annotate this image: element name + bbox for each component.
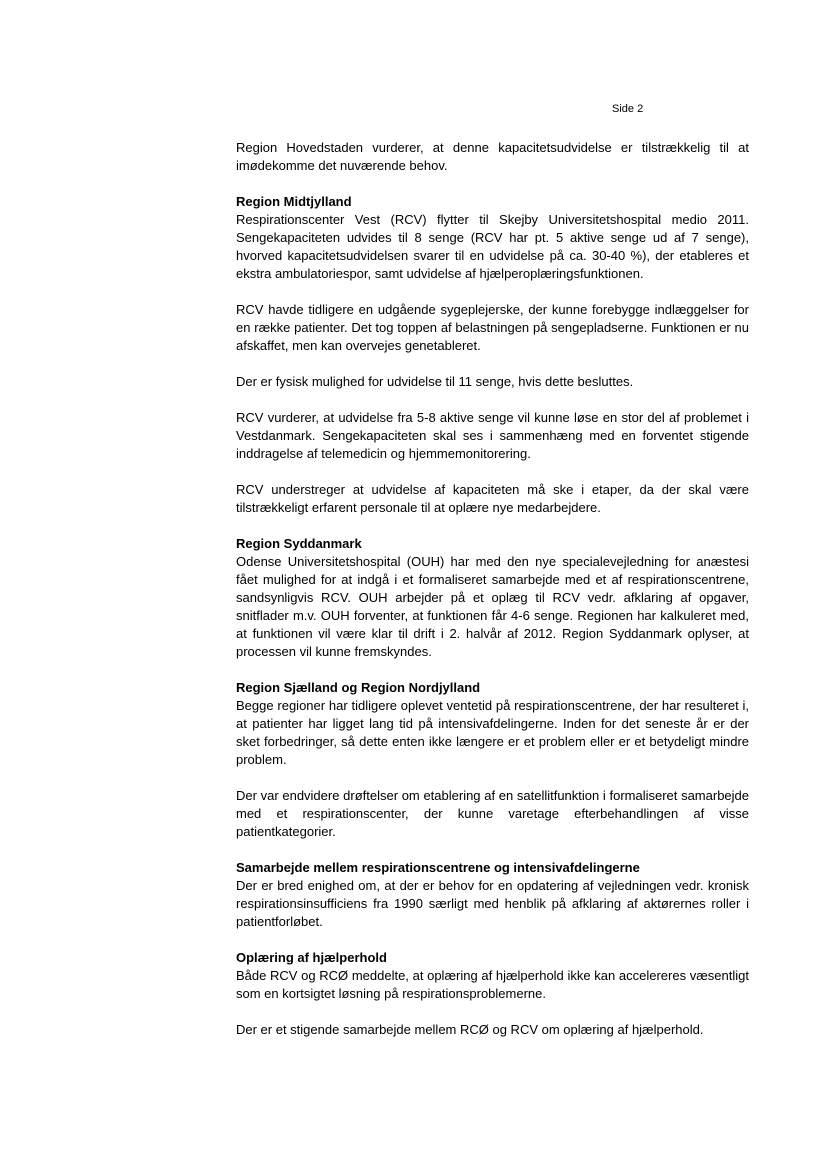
sjaelland-nordjylland-paragraph-1: Begge regioner har tidligere oplevet ventetid på respirationscentrene, der har resulteret i, at patienter har ligget lang tid på intensivafdelingerne. Inden for det seneste år er der sket forbedringer, så dette enten ikke længere er et problem eller er et betydeligt mindre problem. — [236, 698, 749, 767]
oplaering-paragraph-2: Der er et stigende samarbejde mellem RCØ og RCV om oplæring af hjælperhold. — [236, 1022, 704, 1037]
midtjylland-paragraph-5: RCV understreger at udvidelse af kapaciteten må ske i etaper, da der skal være tilstrækkeligt erfarent personale til at oplære nye medarbejdere. — [236, 482, 749, 515]
samarbejde-paragraph-1: Der er bred enighed om, at der er behov for en opdatering af vejledningen vedr. kronisk respirationsinsufficiens fra 1990 særligt med henblik på afklaring af aktørernes roller i patientforløbet. — [236, 878, 749, 929]
syddanmark-paragraph-1: Odense Universitetshospital (OUH) har med den nye specialevejledning for anæstesi fået mulighed for at indgå i et formaliseret samarbejde med et af respirationscentrene, sandsynligvis RCV. OUH arbejder på et oplæg til RCV vedr. afklaring af opgaver, snitflader m.v. OUH forventer, at funktionen får 4-6 senge. Regionen har kalkuleret med, at funktionen vil være klar til drift i 2. halvår af 2012. Region Syddanmark oplyser, at processen vil kunne fremskyndes. — [236, 554, 749, 659]
midtjylland-paragraph-2: RCV havde tidligere en udgående sygeplejerske, der kunne forebygge indlæggelser for en række patienter. Det tog toppen af belastningen på sengepladserne. Funktionen er nu afskaffet, men kan overvejes genetableret. — [236, 302, 749, 353]
midtjylland-paragraph-3: Der er fysisk mulighed for udvidelse til 11 senge, hvis dette besluttes. — [236, 374, 634, 389]
sjaelland-nordjylland-paragraph-2: Der var endvidere drøftelser om etablering af en satellitfunktion i formaliseret samarbejde med et respirationscenter, der kunne varetage efterbehandlingen af visse patientkategorier. — [236, 788, 749, 839]
section-heading-sjaelland-nordjylland: Region Sjælland og Region Nordjylland — [236, 680, 481, 695]
document-body — [236, 139, 749, 1039]
section-heading-syddanmark: Region Syddanmark — [236, 536, 362, 551]
midtjylland-paragraph-4: RCV vurderer, at udvidelse fra 5-8 aktive senge vil kunne løse en stor del af problemet i Vestdanmark. Sengekapaciteten skal ses i sammenhæng med en forventet stigende inddragelse af telemedicin og hjemmemonitorering. — [236, 410, 749, 461]
intro-paragraph: Region Hovedstaden vurderer, at denne kapacitetsudvidelse er tilstrækkelig til at imødekomme det nuværende behov. — [236, 140, 749, 173]
midtjylland-paragraph-1: Respirationscenter Vest (RCV) flytter til Skejby Universitetshospital medio 2011. Sengekapaciteten udvides til 8 senge (RCV har pt. 5 aktive senge ud af 7 senge), hvorved kapacitetsudvidelsen svarer til en udvidelse på ca. 30-40 %), der etableres et ekstra ambulatoriespor, samt udvidelse af hjælperoplæringsfunktionen. — [236, 212, 749, 281]
oplaering-paragraph-1: Både RCV og RCØ meddelte, at oplæring af hjælperhold ikke kan accelereres væsentligt som en kortsigtet løsning på respirationsproblemerne. — [236, 968, 749, 1001]
section-heading-midtjylland: Region Midtjylland — [236, 194, 352, 209]
section-heading-samarbejde: Samarbejde mellem respirationscentrene og intensivafdelingerne — [236, 860, 640, 875]
section-heading-oplaering: Oplæring af hjælperhold — [236, 950, 387, 965]
page-number: Side 2 — [612, 103, 644, 115]
